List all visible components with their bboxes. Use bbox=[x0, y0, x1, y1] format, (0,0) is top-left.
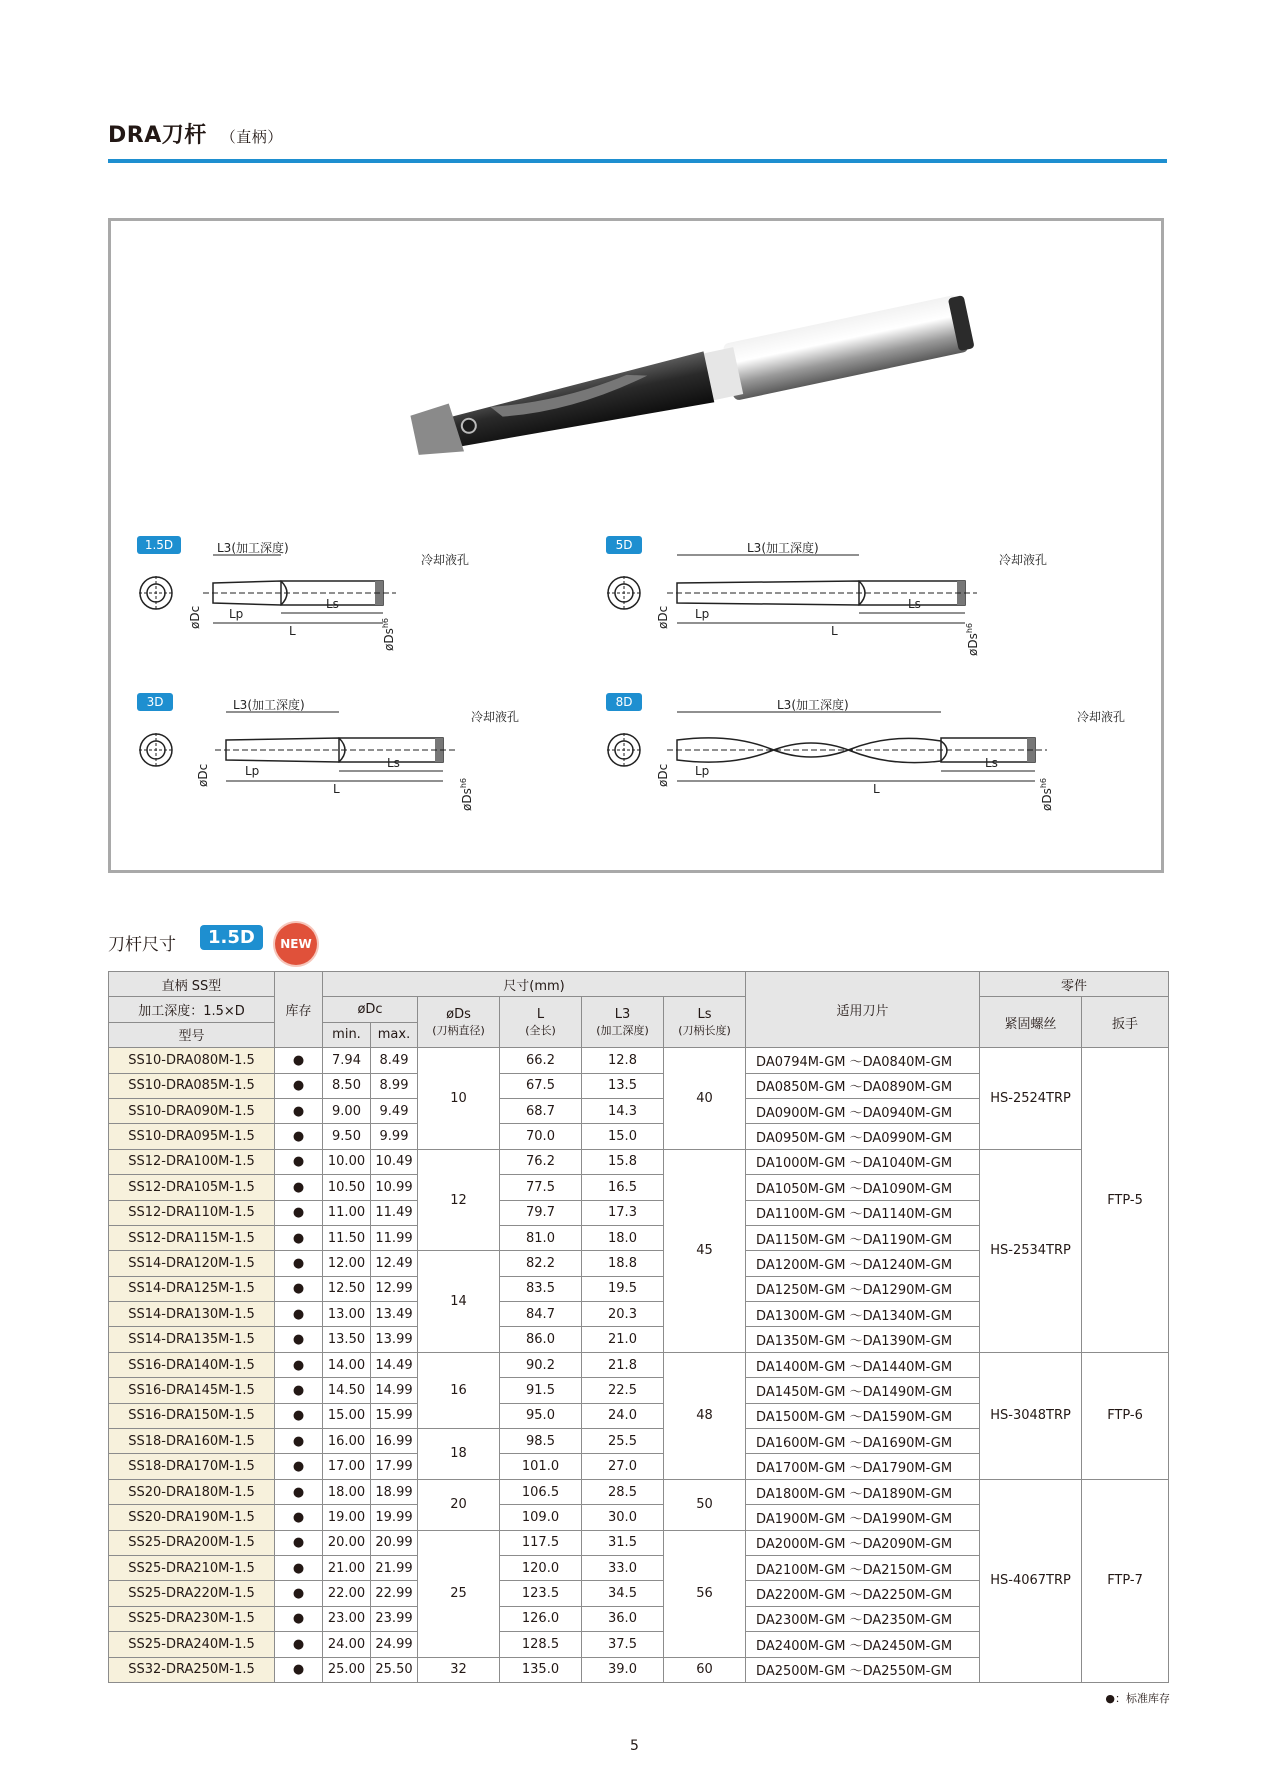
th-ls bbox=[664, 997, 746, 1048]
l-cell: 82.2 bbox=[500, 1251, 582, 1276]
stock-cell: ● bbox=[275, 1302, 323, 1327]
dc-min-cell: 23.00 bbox=[323, 1606, 371, 1631]
model-cell: SS25-DRA240M-1.5 bbox=[109, 1632, 275, 1657]
th-l3-label: L3 bbox=[614, 1006, 631, 1022]
model-cell: SS16-DRA145M-1.5 bbox=[109, 1378, 275, 1403]
screw-cell: HS-3048TRP bbox=[980, 1352, 1082, 1479]
l3-cell: 37.5 bbox=[582, 1632, 664, 1657]
stock-cell: ● bbox=[275, 1403, 323, 1428]
stock-cell: ● bbox=[275, 1479, 323, 1504]
diagram-tag: 3D bbox=[146, 695, 164, 709]
l-cell: 126.0 bbox=[500, 1606, 582, 1631]
diagram-lp-label: Lp bbox=[245, 764, 260, 778]
model-cell: SS10-DRA080M-1.5 bbox=[109, 1048, 275, 1073]
th-l3 bbox=[582, 997, 664, 1048]
diagram-8d bbox=[606, 693, 1125, 811]
diagram-l3-label: L3(加工深度) bbox=[777, 698, 849, 712]
dc-min-cell: 7.94 bbox=[323, 1048, 371, 1073]
diagram-l3-label: L3(加工深度) bbox=[217, 541, 289, 555]
dc-min-cell: 17.00 bbox=[323, 1454, 371, 1479]
section-tag: 1.5D bbox=[200, 925, 263, 950]
tool-body bbox=[439, 351, 714, 458]
blade-cell: DA1100M-GM ～DA1140M-GM bbox=[746, 1200, 980, 1225]
spec-table-body bbox=[109, 1048, 1169, 1683]
dc-min-cell: 24.00 bbox=[323, 1632, 371, 1657]
dc-max-cell: 12.49 bbox=[371, 1251, 418, 1276]
diagram-ds-label: øDs$^{h6}$ bbox=[965, 622, 980, 656]
ds-tolerance-superscript: h6 bbox=[1039, 777, 1048, 789]
dc-max-cell: 15.99 bbox=[371, 1403, 418, 1428]
blade-cell: DA1250M-GM ～DA1290M-GM bbox=[746, 1276, 980, 1301]
l-cell: 67.5 bbox=[500, 1073, 582, 1098]
diagram-tag: 5D bbox=[615, 538, 633, 552]
th-ls-sub: (刀柄长度) bbox=[678, 1023, 731, 1037]
blade-cell: DA1400M-GM ～DA1440M-GM bbox=[746, 1352, 980, 1377]
diagram-lp-label: Lp bbox=[695, 607, 710, 621]
blade-cell: DA1150M-GM ～DA1190M-GM bbox=[746, 1225, 980, 1250]
blade-cell: DA1700M-GM ～DA1790M-GM bbox=[746, 1454, 980, 1479]
l3-cell: 39.0 bbox=[582, 1657, 664, 1682]
model-cell: SS14-DRA130M-1.5 bbox=[109, 1302, 275, 1327]
th-model: 型号 bbox=[109, 1022, 275, 1047]
dc-min-cell: 15.00 bbox=[323, 1403, 371, 1428]
th-l bbox=[500, 997, 582, 1048]
model-cell: SS14-DRA120M-1.5 bbox=[109, 1251, 275, 1276]
stock-cell: ● bbox=[275, 1200, 323, 1225]
blade-cell: DA0850M-GM ～DA0890M-GM bbox=[746, 1073, 980, 1098]
spec-table-header bbox=[109, 972, 1169, 1048]
l3-cell: 22.5 bbox=[582, 1378, 664, 1403]
table-row bbox=[109, 1048, 1169, 1073]
dc-max-cell: 9.49 bbox=[371, 1098, 418, 1123]
stock-cell: ● bbox=[275, 1048, 323, 1073]
th-dc: øDc bbox=[323, 997, 418, 1022]
dc-max-cell: 17.99 bbox=[371, 1454, 418, 1479]
dc-max-cell: 11.49 bbox=[371, 1200, 418, 1225]
dc-min-cell: 13.00 bbox=[323, 1302, 371, 1327]
l3-cell: 12.8 bbox=[582, 1048, 664, 1073]
tool-photo bbox=[409, 293, 975, 467]
l3-cell: 18.8 bbox=[582, 1251, 664, 1276]
l3-cell: 33.0 bbox=[582, 1555, 664, 1580]
model-cell: SS14-DRA135M-1.5 bbox=[109, 1327, 275, 1352]
dc-min-cell: 9.50 bbox=[323, 1124, 371, 1149]
diagram-dc-label: øDc bbox=[656, 763, 670, 787]
l3-cell: 21.8 bbox=[582, 1352, 664, 1377]
stock-cell: ● bbox=[275, 1352, 323, 1377]
product-figure bbox=[108, 218, 1164, 873]
dc-max-cell: 10.49 bbox=[371, 1149, 418, 1174]
page-number: 5 bbox=[630, 1738, 639, 1754]
th-dims: 尺寸(mm) bbox=[323, 972, 746, 997]
blade-cell: DA1600M-GM ～DA1690M-GM bbox=[746, 1429, 980, 1454]
l3-cell: 36.0 bbox=[582, 1606, 664, 1631]
l-cell: 95.0 bbox=[500, 1403, 582, 1428]
blade-cell: DA1200M-GM ～DA1240M-GM bbox=[746, 1251, 980, 1276]
dc-min-cell: 11.50 bbox=[323, 1225, 371, 1250]
model-cell: SS25-DRA210M-1.5 bbox=[109, 1555, 275, 1580]
diagram-lp-label: Lp bbox=[229, 607, 244, 621]
diagram-l3-label: L3(加工深度) bbox=[747, 541, 819, 555]
diagram-ds-label: øDs$^{h6}$ bbox=[1039, 777, 1054, 811]
stock-cell: ● bbox=[275, 1378, 323, 1403]
ds-tolerance-superscript: h6 bbox=[459, 777, 468, 789]
th-stock: 库存 bbox=[275, 972, 323, 1048]
diagram-coolant-label: 冷却液孔 bbox=[471, 710, 520, 724]
l3-cell: 30.0 bbox=[582, 1505, 664, 1530]
blade-cell: DA1000M-GM ～DA1040M-GM bbox=[746, 1149, 980, 1174]
l-cell: 101.0 bbox=[500, 1454, 582, 1479]
l-cell: 76.2 bbox=[500, 1149, 582, 1174]
ls-cell: 48 bbox=[664, 1352, 746, 1479]
l3-cell: 24.0 bbox=[582, 1403, 664, 1428]
stock-cell: ● bbox=[275, 1454, 323, 1479]
l-cell: 123.5 bbox=[500, 1581, 582, 1606]
stock-cell: ● bbox=[275, 1098, 323, 1123]
stock-cell: ● bbox=[275, 1606, 323, 1631]
screw-cell: HS-2534TRP bbox=[980, 1149, 1082, 1352]
dc-max-cell: 14.49 bbox=[371, 1352, 418, 1377]
product-figure-svg bbox=[111, 221, 1161, 870]
diagram-dc-label: øDc bbox=[188, 605, 202, 629]
dc-max-cell: 24.99 bbox=[371, 1632, 418, 1657]
model-cell: SS14-DRA125M-1.5 bbox=[109, 1276, 275, 1301]
blade-cell: DA2000M-GM ～DA2090M-GM bbox=[746, 1530, 980, 1555]
th-shank: 直柄 SS型 bbox=[109, 972, 275, 997]
model-cell: SS12-DRA105M-1.5 bbox=[109, 1175, 275, 1200]
model-cell: SS10-DRA085M-1.5 bbox=[109, 1073, 275, 1098]
screw-cell: HS-2524TRP bbox=[980, 1048, 1082, 1150]
diagram-tag: 8D bbox=[615, 695, 633, 709]
dc-max-cell: 13.99 bbox=[371, 1327, 418, 1352]
l3-cell: 20.3 bbox=[582, 1302, 664, 1327]
l3-cell: 17.3 bbox=[582, 1200, 664, 1225]
l3-cell: 13.5 bbox=[582, 1073, 664, 1098]
wrench-cell: FTP-5 bbox=[1082, 1048, 1169, 1353]
dc-min-cell: 18.00 bbox=[323, 1479, 371, 1504]
l-cell: 91.5 bbox=[500, 1378, 582, 1403]
l-cell: 66.2 bbox=[500, 1048, 582, 1073]
model-cell: SS25-DRA220M-1.5 bbox=[109, 1581, 275, 1606]
ds-cell: 32 bbox=[418, 1657, 500, 1682]
diagram-dc-label: øDc bbox=[656, 605, 670, 629]
blade-cell: DA2300M-GM ～DA2350M-GM bbox=[746, 1606, 980, 1631]
l3-cell: 16.5 bbox=[582, 1175, 664, 1200]
stock-cell: ● bbox=[275, 1149, 323, 1174]
l-cell: 86.0 bbox=[500, 1327, 582, 1352]
ls-cell: 60 bbox=[664, 1657, 746, 1682]
diagram-l-label: L bbox=[333, 782, 340, 796]
l-cell: 106.5 bbox=[500, 1479, 582, 1504]
th-blade: 适用刀片 bbox=[746, 972, 980, 1048]
l-cell: 90.2 bbox=[500, 1352, 582, 1377]
dc-min-cell: 19.00 bbox=[323, 1505, 371, 1530]
l3-cell: 21.0 bbox=[582, 1327, 664, 1352]
stock-cell: ● bbox=[275, 1073, 323, 1098]
diagram-ds-label: øDs$^{h6}$ bbox=[381, 617, 396, 651]
model-cell: SS12-DRA110M-1.5 bbox=[109, 1200, 275, 1225]
th-ls-label: Ls bbox=[697, 1006, 712, 1022]
diagram-l-label: L bbox=[873, 782, 880, 796]
blade-cell: DA0950M-GM ～DA0990M-GM bbox=[746, 1124, 980, 1149]
th-ds-sub: (刀柄直径) bbox=[432, 1023, 485, 1037]
diagram-3d bbox=[137, 693, 519, 811]
dc-min-cell: 21.00 bbox=[323, 1555, 371, 1580]
wrench-cell: FTP-6 bbox=[1082, 1352, 1169, 1479]
th-screw: 紧固螺丝 bbox=[980, 997, 1082, 1048]
table-row bbox=[109, 1479, 1169, 1504]
blade-cell: DA0794M-GM ～DA0840M-GM bbox=[746, 1048, 980, 1073]
ds-cell: 14 bbox=[418, 1251, 500, 1353]
screw-cell: HS-4067TRP bbox=[980, 1479, 1082, 1682]
th-min: min. bbox=[323, 1022, 371, 1047]
dc-min-cell: 20.00 bbox=[323, 1530, 371, 1555]
dc-min-cell: 9.00 bbox=[323, 1098, 371, 1123]
dc-min-cell: 14.50 bbox=[323, 1378, 371, 1403]
model-cell: SS18-DRA170M-1.5 bbox=[109, 1454, 275, 1479]
dc-min-cell: 8.50 bbox=[323, 1073, 371, 1098]
l3-cell: 15.0 bbox=[582, 1124, 664, 1149]
ds-tolerance-superscript: h6 bbox=[381, 617, 390, 629]
model-cell: SS25-DRA200M-1.5 bbox=[109, 1530, 275, 1555]
dc-min-cell: 11.00 bbox=[323, 1200, 371, 1225]
dc-max-cell: 23.99 bbox=[371, 1606, 418, 1631]
diagram-lp-label: Lp bbox=[695, 764, 710, 778]
stock-cell: ● bbox=[275, 1225, 323, 1250]
ls-cell: 45 bbox=[664, 1149, 746, 1352]
l-cell: 98.5 bbox=[500, 1429, 582, 1454]
blade-cell: DA1900M-GM ～DA1990M-GM bbox=[746, 1505, 980, 1530]
blade-cell: DA1050M-GM ～DA1090M-GM bbox=[746, 1175, 980, 1200]
dc-min-cell: 12.00 bbox=[323, 1251, 371, 1276]
tool-shank bbox=[722, 294, 969, 401]
th-depth: 加工深度：1.5×D bbox=[109, 997, 275, 1022]
wrench-cell: FTP-7 bbox=[1082, 1479, 1169, 1682]
stock-cell: ● bbox=[275, 1429, 323, 1454]
l3-cell: 15.8 bbox=[582, 1149, 664, 1174]
l3-cell: 31.5 bbox=[582, 1530, 664, 1555]
ls-cell: 40 bbox=[664, 1048, 746, 1150]
dc-min-cell: 25.00 bbox=[323, 1657, 371, 1682]
blade-cell: DA2200M-GM ～DA2250M-GM bbox=[746, 1581, 980, 1606]
diagram-ls-label: Ls bbox=[387, 756, 400, 770]
model-cell: SS10-DRA095M-1.5 bbox=[109, 1124, 275, 1149]
diagram-dc-label: øDc bbox=[196, 763, 210, 787]
l3-cell: 25.5 bbox=[582, 1429, 664, 1454]
ds-cell: 20 bbox=[418, 1479, 500, 1530]
model-cell: SS12-DRA115M-1.5 bbox=[109, 1225, 275, 1250]
diagram-1-5d bbox=[137, 536, 469, 651]
diagram-ls-label: Ls bbox=[985, 756, 998, 770]
l-cell: 77.5 bbox=[500, 1175, 582, 1200]
l3-cell: 34.5 bbox=[582, 1581, 664, 1606]
blade-cell: DA1300M-GM ～DA1340M-GM bbox=[746, 1302, 980, 1327]
dc-max-cell: 8.49 bbox=[371, 1048, 418, 1073]
dc-max-cell: 21.99 bbox=[371, 1555, 418, 1580]
dc-min-cell: 12.50 bbox=[323, 1276, 371, 1301]
table-row bbox=[109, 1352, 1169, 1377]
page-subtitle: （直柄） bbox=[220, 128, 283, 146]
stock-cell: ● bbox=[275, 1657, 323, 1682]
th-max: max. bbox=[371, 1022, 418, 1047]
blade-cell: DA1800M-GM ～DA1890M-GM bbox=[746, 1479, 980, 1504]
model-cell: SS16-DRA140M-1.5 bbox=[109, 1352, 275, 1377]
dc-min-cell: 13.50 bbox=[323, 1327, 371, 1352]
l-cell: 120.0 bbox=[500, 1555, 582, 1580]
ds-tolerance-superscript: h6 bbox=[965, 622, 974, 634]
ls-cell: 56 bbox=[664, 1530, 746, 1657]
dc-min-cell: 22.00 bbox=[323, 1581, 371, 1606]
diagram-l3-label: L3(加工深度) bbox=[233, 698, 305, 712]
dc-max-cell: 11.99 bbox=[371, 1225, 418, 1250]
stock-legend: ●：标准库存 bbox=[1105, 1692, 1170, 1705]
diagram-tag: 1.5D bbox=[144, 538, 174, 552]
blade-cell: DA1350M-GM ～DA1390M-GM bbox=[746, 1327, 980, 1352]
stock-cell: ● bbox=[275, 1505, 323, 1530]
l-cell: 68.7 bbox=[500, 1098, 582, 1123]
dc-max-cell: 13.49 bbox=[371, 1302, 418, 1327]
l-cell: 81.0 bbox=[500, 1225, 582, 1250]
page-title-text: DRA刀杆 bbox=[108, 123, 207, 148]
l-cell: 79.7 bbox=[500, 1200, 582, 1225]
l-cell: 109.0 bbox=[500, 1505, 582, 1530]
title-rule bbox=[108, 159, 1167, 163]
th-parts: 零件 bbox=[980, 972, 1169, 997]
ds-cell: 12 bbox=[418, 1149, 500, 1251]
section-title: 刀杆尺寸 bbox=[108, 935, 176, 955]
l-cell: 128.5 bbox=[500, 1632, 582, 1657]
l-cell: 84.7 bbox=[500, 1302, 582, 1327]
stock-cell: ● bbox=[275, 1581, 323, 1606]
dc-min-cell: 10.50 bbox=[323, 1175, 371, 1200]
stock-cell: ● bbox=[275, 1251, 323, 1276]
dc-min-cell: 16.00 bbox=[323, 1429, 371, 1454]
diagram-coolant-label: 冷却液孔 bbox=[421, 553, 470, 567]
diagram-l-label: L bbox=[831, 624, 838, 638]
l3-cell: 27.0 bbox=[582, 1454, 664, 1479]
model-cell: SS20-DRA180M-1.5 bbox=[109, 1479, 275, 1504]
l3-cell: 19.5 bbox=[582, 1276, 664, 1301]
tool-insert bbox=[410, 402, 464, 460]
th-l-label: L bbox=[536, 1006, 545, 1022]
diagram-l-label: L bbox=[289, 624, 296, 638]
blade-cell: DA2500M-GM ～DA2550M-GM bbox=[746, 1657, 980, 1682]
stock-cell: ● bbox=[275, 1632, 323, 1657]
dc-max-cell: 9.99 bbox=[371, 1124, 418, 1149]
l-cell: 117.5 bbox=[500, 1530, 582, 1555]
blade-cell: DA0900M-GM ～DA0940M-GM bbox=[746, 1098, 980, 1123]
blade-cell: DA1450M-GM ～DA1490M-GM bbox=[746, 1378, 980, 1403]
dc-max-cell: 25.50 bbox=[371, 1657, 418, 1682]
diagram-ls-label: Ls bbox=[326, 597, 339, 611]
stock-cell: ● bbox=[275, 1175, 323, 1200]
ls-cell: 50 bbox=[664, 1479, 746, 1530]
l-cell: 70.0 bbox=[500, 1124, 582, 1149]
dc-max-cell: 10.99 bbox=[371, 1175, 418, 1200]
model-cell: SS32-DRA250M-1.5 bbox=[109, 1657, 275, 1682]
l3-cell: 14.3 bbox=[582, 1098, 664, 1123]
stock-cell: ● bbox=[275, 1276, 323, 1301]
dc-max-cell: 16.99 bbox=[371, 1429, 418, 1454]
th-ds-label: øDs bbox=[446, 1006, 471, 1022]
diagram-ds-label: øDs$^{h6}$ bbox=[459, 777, 474, 811]
th-ds bbox=[418, 997, 500, 1048]
th-l-sub: (全长) bbox=[525, 1023, 556, 1037]
table-row bbox=[109, 1149, 1169, 1174]
th-wrench: 扳手 bbox=[1082, 997, 1169, 1048]
model-cell: SS18-DRA160M-1.5 bbox=[109, 1429, 275, 1454]
ds-cell: 10 bbox=[418, 1048, 500, 1150]
ds-cell: 25 bbox=[418, 1530, 500, 1657]
page-title bbox=[108, 118, 283, 149]
stock-cell: ● bbox=[275, 1327, 323, 1352]
model-cell: SS12-DRA100M-1.5 bbox=[109, 1149, 275, 1174]
ds-cell: 16 bbox=[418, 1352, 500, 1428]
dc-max-cell: 12.99 bbox=[371, 1276, 418, 1301]
l3-cell: 18.0 bbox=[582, 1225, 664, 1250]
blade-cell: DA2400M-GM ～DA2450M-GM bbox=[746, 1632, 980, 1657]
th-l3-sub: (加工深度) bbox=[596, 1023, 649, 1037]
new-badge: NEW bbox=[275, 923, 317, 965]
dc-max-cell: 20.99 bbox=[371, 1530, 418, 1555]
dc-max-cell: 8.99 bbox=[371, 1073, 418, 1098]
blade-cell: DA2100M-GM ～DA2150M-GM bbox=[746, 1555, 980, 1580]
spec-table bbox=[108, 971, 1169, 1683]
stock-cell: ● bbox=[275, 1124, 323, 1149]
dc-max-cell: 14.99 bbox=[371, 1378, 418, 1403]
model-cell: SS10-DRA090M-1.5 bbox=[109, 1098, 275, 1123]
diagram-ls-label: Ls bbox=[908, 597, 921, 611]
dc-min-cell: 10.00 bbox=[323, 1149, 371, 1174]
blade-cell: DA1500M-GM ～DA1590M-GM bbox=[746, 1403, 980, 1428]
model-cell: SS25-DRA230M-1.5 bbox=[109, 1606, 275, 1631]
l-cell: 83.5 bbox=[500, 1276, 582, 1301]
model-cell: SS20-DRA190M-1.5 bbox=[109, 1505, 275, 1530]
stock-cell: ● bbox=[275, 1555, 323, 1580]
l3-cell: 28.5 bbox=[582, 1479, 664, 1504]
diagram-coolant-label: 冷却液孔 bbox=[999, 553, 1048, 567]
dc-min-cell: 14.00 bbox=[323, 1352, 371, 1377]
model-cell: SS16-DRA150M-1.5 bbox=[109, 1403, 275, 1428]
diagram-5d bbox=[606, 536, 1047, 656]
ds-cell: 18 bbox=[418, 1429, 500, 1480]
l-cell: 135.0 bbox=[500, 1657, 582, 1682]
dc-max-cell: 22.99 bbox=[371, 1581, 418, 1606]
dc-max-cell: 19.99 bbox=[371, 1505, 418, 1530]
dc-max-cell: 18.99 bbox=[371, 1479, 418, 1504]
stock-cell: ● bbox=[275, 1530, 323, 1555]
diagram-coolant-label: 冷却液孔 bbox=[1077, 710, 1126, 724]
